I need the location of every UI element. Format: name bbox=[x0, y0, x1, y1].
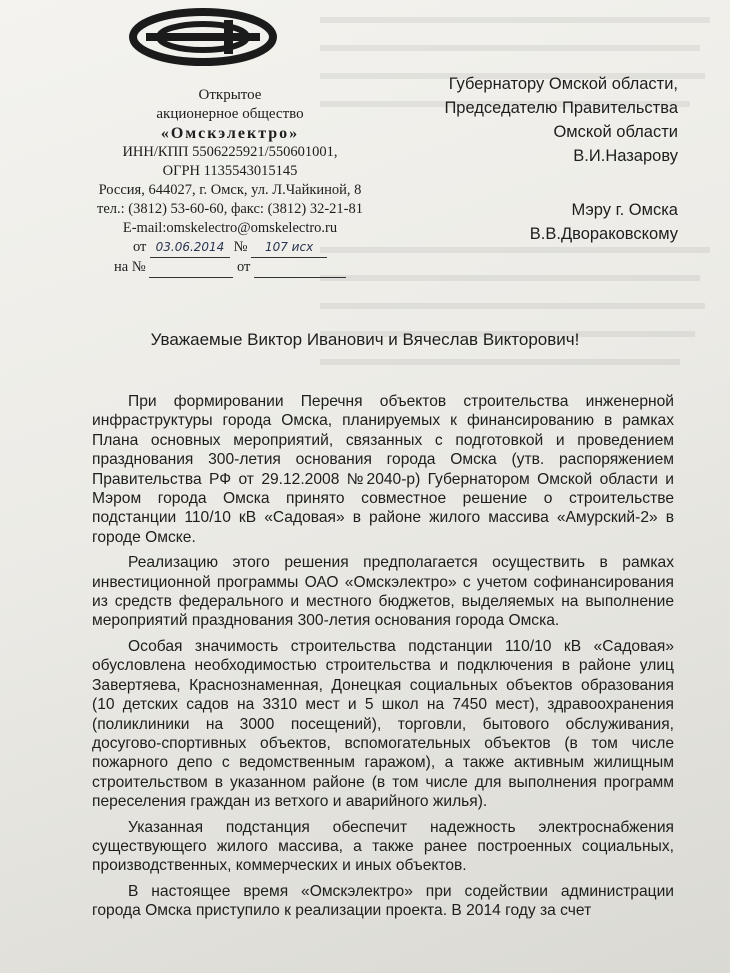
inn-kpp: ИНН/КПП 5506225921/550601001, bbox=[122, 144, 338, 160]
paragraph: При формировании Перечня объектов строительства инженерной инфраструктуры города Омска, планируемых к финансированию в рамках Плана основных мероприятий, связанных с подготовкой и проведением празднования 300-летия основания города Омска (утв. распоряжением Правительства РФ от 29.12.2008 №2040-р) Губернатором Омской области и Мэром города Омска принято совместное решение о строительстве подстанции 110/10 кВ «Садовая» в районе жилого массива «Амурский-2» в городе Омске. bbox=[92, 393, 674, 546]
outgoing-ref bbox=[80, 238, 380, 258]
outgoing-date: 03.06.2014 bbox=[155, 240, 225, 254]
paragraph: В настоящее время «Омскэлектро» при содействии администрации города Омска приступило к реализации проекта. В 2014 году за счет bbox=[92, 882, 674, 920]
incoming-ref bbox=[80, 258, 380, 278]
paragraph: Особая значимость строительства подстанции 110/10 кВ «Садовая» обусловлена необходимостью строительства и подключения в районе улиц Завертяева, Краснознаменная, Донецкая социальных объектов образования (10 детских садов на 3310 мест и 5 школ на 7450 мест), здравоохранения (поликлиники на 3000 посещений), торговли, бытового обслуживания, досугово-спортивных объектов, вспомогательных объектов (в том числе пожарного депо с ведомственным гаражом), а также активным жилищным строительством в указанном районе (в том числе для выполнения программ переселения граждан из ветхого и аварийного жилья). bbox=[92, 637, 674, 811]
greeting: Уважаемые Виктор Иванович и Вячеслав Викторович! bbox=[150, 330, 580, 349]
outgoing-number: 107 исх bbox=[264, 240, 314, 254]
addressee-line5: Мэру г. Омска bbox=[571, 201, 678, 219]
addressee-line2: Председателю Правительства bbox=[444, 99, 678, 117]
phones: тел.: (3812) 53-60-60, факс: (3812) 32-21-81 bbox=[96, 201, 364, 217]
company-logo bbox=[128, 8, 278, 66]
letter-body bbox=[92, 392, 674, 927]
incoming-from: от bbox=[236, 259, 251, 275]
org-name: «Омскэлектро» bbox=[160, 125, 300, 142]
ogrn: ОГРН 1135543015145 bbox=[162, 163, 298, 179]
addressee-line1: Губернатору Омской области, bbox=[448, 75, 678, 93]
addressee-line4: В.И.Назарову bbox=[573, 147, 678, 165]
letterhead bbox=[80, 86, 380, 278]
addressee-block bbox=[358, 72, 678, 246]
addressee-line6: В.В.Двораковскому bbox=[529, 225, 678, 243]
outgoing-no-label: № bbox=[233, 239, 248, 255]
paragraph: Указанная подстанция обеспечит надежность электроснабжения существующего жилого массива, а также ранее построенных социальных, производственных, коммерческих и иных объектов. bbox=[92, 818, 674, 875]
org-type-line2: акционерное общество bbox=[156, 106, 304, 122]
address: Россия, 644027, г. Омск, ул. Л.Чайкиной, 8 bbox=[98, 182, 362, 198]
org-type-line1: Открытое bbox=[198, 87, 262, 103]
outgoing-prefix: от bbox=[132, 239, 147, 255]
addressee-line3: Омской области bbox=[553, 123, 678, 141]
incoming-prefix: на № bbox=[114, 259, 146, 275]
email: E-mail:omskelectro@omskelectro.ru bbox=[122, 220, 338, 236]
paragraph: Реализацию этого решения предполагается осуществить в рамках инвестиционной программы ОАО «Омскэлектро» с учетом софинансирования из средств федерального и местного бюджетов, выделяемых на выполнение мероприятий празднования 300-летия основания города Омска. bbox=[92, 554, 674, 630]
